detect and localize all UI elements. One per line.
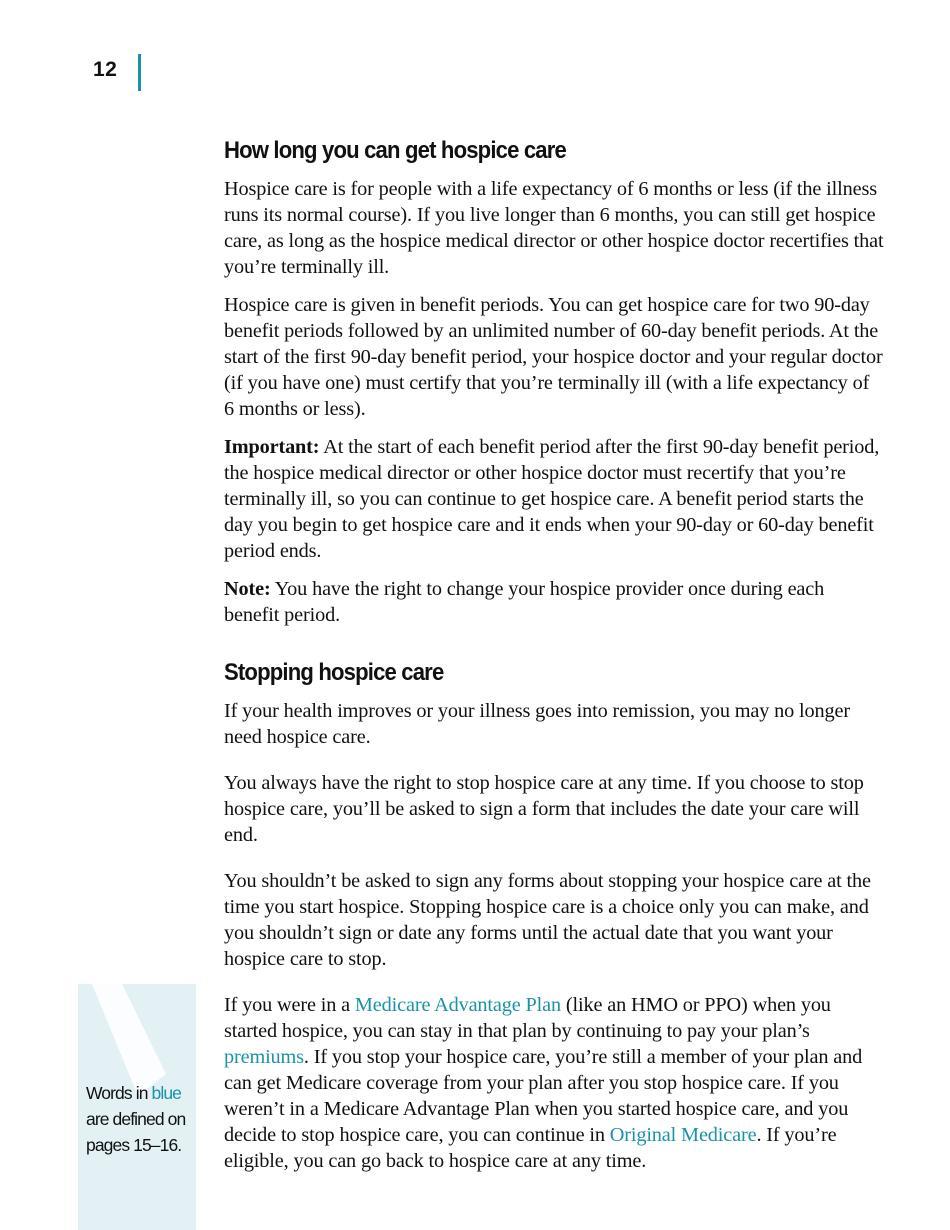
paragraph-medicare-advantage: [224, 992, 884, 1174]
note-label: Note:: [224, 578, 271, 600]
section-heading-hospice-duration: How long you can get hospice care: [224, 137, 566, 164]
important-text: At the start of each benefit period after the first 90-day benefit period, the hospice medical director or other hospice doctor must recertify that you’re terminally ill, so you can continue to get hospice care. A benefit period starts the day you begin to get hospice care and it ends when your 90-day or 60-day benefit period ends.: [224, 436, 880, 562]
term-premiums[interactable]: premiums: [224, 1046, 304, 1068]
page-number: 12: [93, 58, 118, 81]
glossary-note-highlight: blue: [151, 1083, 181, 1103]
paragraph-benefit-periods: Hospice care is given in benefit periods. You can get hospice care for two 90-day benefit periods followed by an unlimited number of 60-day benefit periods. At the start of the first 90-day benefit period, your hospice doctor and your regular doctor (if you have one) must certify that you’re terminally ill (with a life expectancy of 6 months or less).: [224, 294, 883, 420]
paragraph-life-expectancy: Hospice care is for people with a life expectancy of 6 months or less (if the illness runs its normal course). If you live longer than 6 months, you can still get hospice care, as long as the hospice medical director or other hospice doctor recertifies that you’re terminally ill.: [224, 178, 884, 278]
section-heading-stopping-hospice: Stopping hospice care: [224, 659, 444, 686]
main-content: [224, 134, 884, 1186]
term-medicare-advantage-plan[interactable]: Medicare Advantage Plan: [354, 994, 561, 1016]
glossary-sidebar: [78, 984, 196, 1230]
paragraph-right-to-stop: You always have the right to stop hospice care at any time. If you choose to stop hospice care, you’ll be asked to sign a form that includes the date your care will end.: [224, 772, 864, 846]
text-run: . If you stop your hospice care, you’re still a member of your plan and can get Medicare coverage from your plan after you stop hospice care. If you weren’t in a Medicare Advantage Plan when you started hospice care, and you decide to stop hospice care, you can continue in: [224, 1046, 863, 1146]
paragraph-forms: You shouldn’t be asked to sign any forms about stopping your hospice care at the time you start hospice. Stopping hospice care is a choice only you can make, and you shouldn’t sign or date any forms until the actual date that you want your hospice care to stop.: [224, 870, 871, 970]
text-run: (like an HMO or PPO) when you started hospice, you can stay in that plan by continuing to pay your plan’s: [224, 994, 831, 1042]
paragraph-remission: If your health improves or your illness goes into remission, you may no longer need hospice care.: [224, 700, 850, 748]
section-spacer: [224, 640, 884, 656]
note-callout: [224, 576, 884, 628]
glossary-note-prefix: Words in: [86, 1083, 152, 1103]
glossary-note: [86, 1080, 194, 1158]
page-number-divider: [138, 54, 141, 91]
important-callout: [224, 434, 884, 564]
term-original-medicare[interactable]: Original Medicare: [609, 1124, 757, 1146]
glossary-note-suffix: are defined on pages 15–16.: [86, 1109, 186, 1155]
text-run: If you were in a: [224, 994, 355, 1016]
text-run: . If you’re eligible, you can go back to hospice care at any time.: [224, 1124, 837, 1172]
note-text: You have the right to change your hospice provider once during each benefit period.: [224, 578, 825, 626]
important-label: Important:: [224, 436, 320, 458]
